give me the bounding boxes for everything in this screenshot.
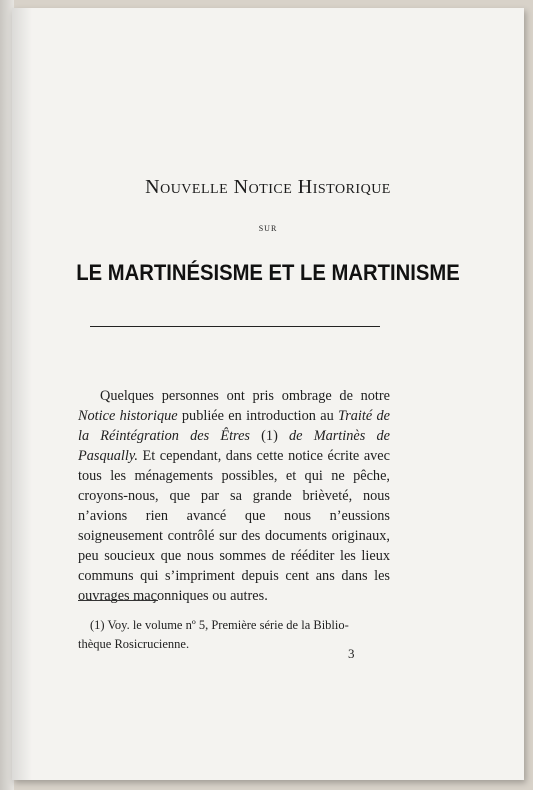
text-segment-3: Traité de la Réintégration des Êtres — [78, 408, 391, 444]
paragraph-text — [78, 386, 390, 606]
footnote — [78, 616, 390, 654]
gutter-shadow — [12, 8, 32, 780]
text-segment-6: Et cependant, dans cette notice écrite avec tous les ménagements possibles, et qui ne pêche, croyons-nous, que par sa grande brièveté, nous n’avions rien avancé que nous n’eussions soigneusement contrôlé sur des documents originaux, peu soucieux que nous sommes de rééditer les lieux communs qui s’impriment depuis cent ans dans les ouvrages maçonniques ou autres. — [78, 448, 390, 604]
page-number: 3 — [348, 646, 355, 661]
text-segment-2: publiée en introduction au — [177, 408, 339, 424]
footnote-line-2: thèque Rosicrucienne. — [78, 637, 190, 651]
footnote-separator — [78, 600, 158, 601]
title-rule — [90, 326, 380, 327]
text-segment-0: Quelques personnes ont pris ombrage de notre — [100, 388, 390, 404]
text-segment-5: de Martinès de Pasqually. — [78, 428, 390, 464]
footnote-line-1: (1) Voy. le volume nº 5, Première série de la Biblio- — [90, 618, 349, 632]
body-paragraph — [78, 386, 390, 606]
text-segment-1: Notice historique — [78, 408, 178, 424]
title-connector: sur — [258, 222, 278, 234]
title-line-1: Nouvelle Notice Historique — [145, 176, 391, 198]
title-line-2: LE MARTINÉSISME ET LE MARTINISME — [76, 260, 460, 285]
book-page — [12, 8, 524, 780]
text-segment-4: (1) — [249, 428, 290, 444]
